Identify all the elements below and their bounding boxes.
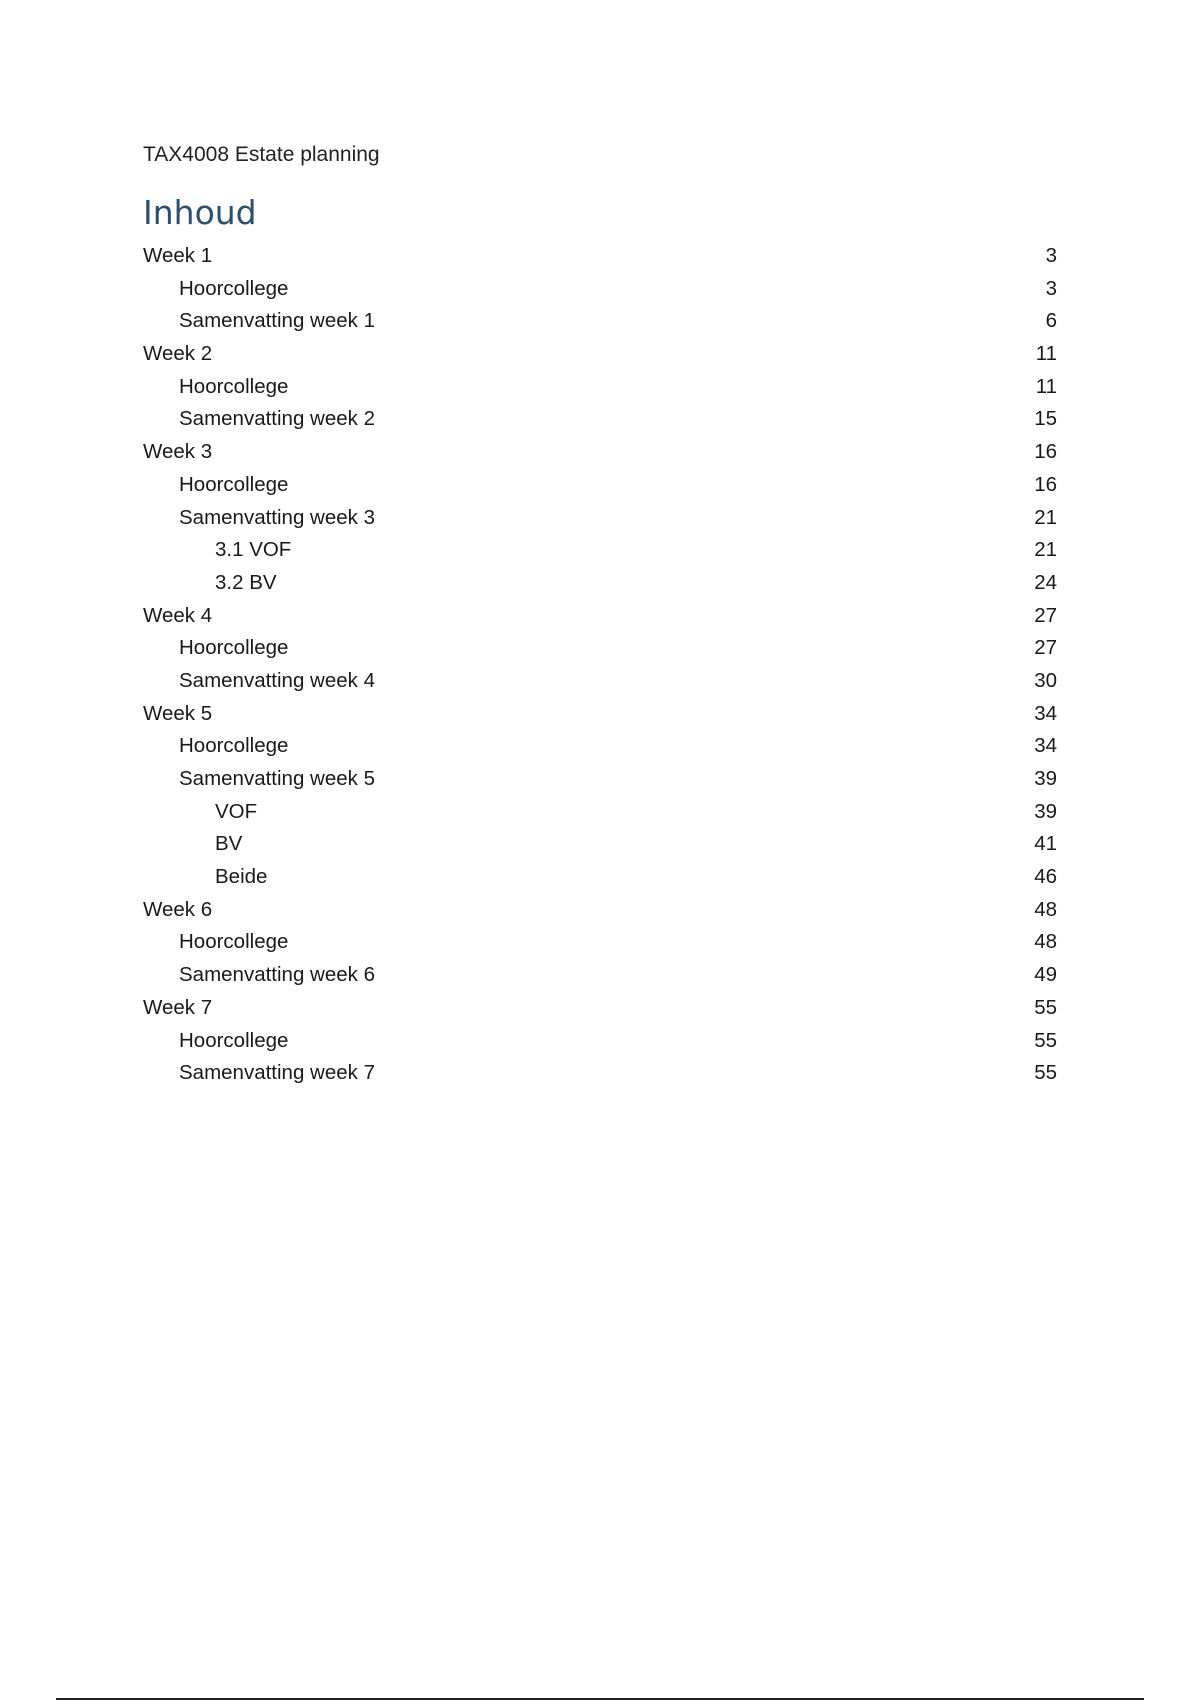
toc-dot-leader bbox=[212, 457, 1032, 458]
toc-entry[interactable] bbox=[143, 273, 1057, 306]
toc-dot-leader bbox=[277, 588, 1033, 589]
toc-entry[interactable] bbox=[143, 632, 1057, 665]
toc-dot-leader bbox=[375, 523, 1032, 524]
toc-entry[interactable] bbox=[143, 600, 1057, 633]
document-header: TAX4008 Estate planning bbox=[143, 143, 380, 166]
toc-entry-title[interactable]: Hoorcollege bbox=[179, 636, 289, 660]
toc-dot-leader bbox=[288, 1046, 1032, 1047]
toc-entry[interactable] bbox=[143, 1057, 1057, 1090]
table-of-contents bbox=[143, 240, 1057, 1090]
toc-entry-page-number[interactable]: 34 bbox=[1034, 734, 1057, 758]
toc-entry-title[interactable]: Hoorcollege bbox=[179, 276, 289, 300]
toc-dot-leader bbox=[212, 621, 1032, 622]
toc-entry-title[interactable]: Week 3 bbox=[143, 440, 213, 464]
toc-entry-page-number[interactable]: 48 bbox=[1034, 897, 1057, 921]
toc-entry-title[interactable]: Week 2 bbox=[143, 342, 213, 366]
toc-dot-leader bbox=[375, 686, 1032, 687]
toc-dot-leader bbox=[375, 326, 1044, 327]
toc-entry[interactable] bbox=[143, 730, 1057, 763]
toc-entry-page-number[interactable]: 11 bbox=[1035, 374, 1057, 398]
toc-entry[interactable] bbox=[143, 469, 1057, 502]
toc-entry-title[interactable]: BV bbox=[215, 832, 243, 856]
toc-heading: Inhoud bbox=[143, 193, 257, 232]
toc-entry[interactable] bbox=[143, 894, 1057, 927]
toc-entry-page-number[interactable]: 16 bbox=[1034, 472, 1057, 496]
toc-entry[interactable] bbox=[143, 305, 1057, 338]
toc-entry-title[interactable]: Samenvatting week 5 bbox=[179, 767, 376, 790]
toc-entry-page-number[interactable]: 27 bbox=[1034, 636, 1057, 660]
toc-entry-title[interactable]: Beide bbox=[215, 865, 268, 889]
toc-entry-page-number[interactable]: 11 bbox=[1035, 342, 1057, 366]
toc-entry-title[interactable]: Week 1 bbox=[143, 244, 213, 267]
toc-dot-leader bbox=[267, 882, 1032, 883]
toc-dot-leader bbox=[288, 392, 1033, 393]
toc-entry-title[interactable]: Hoorcollege bbox=[179, 472, 289, 496]
toc-entry-page-number[interactable]: 6 bbox=[1045, 309, 1057, 333]
toc-entry-title[interactable]: Samenvatting week 1 bbox=[179, 309, 376, 333]
toc-entry[interactable] bbox=[143, 436, 1057, 469]
toc-entry[interactable] bbox=[143, 403, 1057, 436]
toc-entry-page-number[interactable]: 55 bbox=[1034, 995, 1057, 1019]
toc-entry-title[interactable]: Week 7 bbox=[143, 995, 213, 1019]
toc-entry-page-number[interactable]: 3 bbox=[1045, 244, 1057, 267]
toc-entry[interactable] bbox=[143, 665, 1057, 698]
toc-dot-leader bbox=[242, 849, 1032, 850]
toc-dot-leader bbox=[288, 947, 1032, 948]
toc-entry-page-number[interactable]: 39 bbox=[1034, 799, 1057, 823]
toc-entry-page-number[interactable]: 16 bbox=[1034, 440, 1057, 464]
toc-entry[interactable] bbox=[143, 371, 1057, 404]
toc-entry-title[interactable]: Samenvatting week 6 bbox=[179, 963, 376, 987]
toc-entry-page-number[interactable]: 30 bbox=[1034, 668, 1057, 692]
toc-entry-page-number[interactable]: 41 bbox=[1034, 832, 1057, 856]
toc-entry-page-number[interactable]: 55 bbox=[1034, 1061, 1057, 1085]
toc-dot-leader bbox=[212, 719, 1032, 720]
toc-dot-leader bbox=[212, 1013, 1032, 1014]
toc-entry-page-number[interactable]: 27 bbox=[1034, 603, 1057, 627]
toc-entry[interactable] bbox=[143, 567, 1057, 600]
toc-entry[interactable] bbox=[143, 796, 1057, 829]
toc-entry-title[interactable]: Week 4 bbox=[143, 603, 213, 627]
toc-entry[interactable] bbox=[143, 926, 1057, 959]
toc-entry-title[interactable]: Samenvatting week 7 bbox=[179, 1061, 376, 1085]
toc-entry-page-number[interactable]: 3 bbox=[1045, 276, 1057, 300]
toc-entry-title[interactable]: Hoorcollege bbox=[179, 930, 289, 954]
toc-entry[interactable] bbox=[143, 959, 1057, 992]
toc-entry-title[interactable]: Week 5 bbox=[143, 701, 213, 725]
toc-entry-page-number[interactable]: 48 bbox=[1034, 930, 1057, 954]
toc-dot-leader bbox=[288, 490, 1032, 491]
toc-entry-title[interactable]: Hoorcollege bbox=[179, 1028, 289, 1052]
toc-entry-page-number[interactable]: 24 bbox=[1034, 570, 1057, 594]
toc-entry-title[interactable]: Samenvatting week 3 bbox=[179, 505, 376, 529]
toc-entry-page-number[interactable]: 55 bbox=[1034, 1028, 1057, 1052]
toc-dot-leader bbox=[291, 555, 1032, 556]
toc-dot-leader bbox=[288, 653, 1032, 654]
toc-dot-leader bbox=[257, 817, 1032, 818]
toc-dot-leader bbox=[212, 261, 1043, 262]
toc-entry-page-number[interactable]: 39 bbox=[1034, 767, 1057, 790]
toc-dot-leader bbox=[375, 980, 1032, 981]
toc-entry-page-number[interactable]: 46 bbox=[1034, 865, 1057, 889]
toc-entry-page-number[interactable]: 34 bbox=[1034, 701, 1057, 725]
toc-entry[interactable] bbox=[143, 338, 1057, 371]
toc-entry[interactable] bbox=[143, 763, 1057, 796]
toc-entry-page-number[interactable]: 21 bbox=[1034, 538, 1057, 562]
toc-entry-page-number[interactable]: 49 bbox=[1034, 963, 1057, 987]
toc-entry-title[interactable]: Hoorcollege bbox=[179, 374, 289, 398]
toc-dot-leader bbox=[288, 751, 1032, 752]
toc-entry-title[interactable]: 3.2 BV bbox=[215, 570, 277, 594]
toc-entry-title[interactable]: Samenvatting week 2 bbox=[179, 407, 376, 431]
toc-dot-leader bbox=[212, 359, 1034, 360]
toc-entry-page-number[interactable]: 21 bbox=[1034, 505, 1057, 529]
toc-entry[interactable] bbox=[143, 828, 1057, 861]
toc-entry-title[interactable]: VOF bbox=[215, 799, 258, 823]
toc-entry[interactable] bbox=[143, 502, 1057, 535]
toc-entry[interactable] bbox=[143, 698, 1057, 731]
toc-entry[interactable] bbox=[143, 1025, 1057, 1058]
toc-entry[interactable] bbox=[143, 534, 1057, 567]
toc-entry-title[interactable]: Week 6 bbox=[143, 897, 213, 921]
toc-entry-title[interactable]: 3.1 VOF bbox=[215, 538, 292, 562]
toc-entry[interactable] bbox=[143, 992, 1057, 1025]
toc-entry[interactable] bbox=[143, 240, 1057, 273]
toc-dot-leader bbox=[212, 915, 1032, 916]
toc-entry-title[interactable]: Hoorcollege bbox=[179, 734, 289, 758]
toc-dot-leader bbox=[375, 424, 1032, 425]
toc-entry-title[interactable]: Samenvatting week 4 bbox=[179, 668, 376, 692]
toc-dot-leader bbox=[288, 294, 1043, 295]
toc-entry[interactable] bbox=[143, 861, 1057, 894]
toc-entry-page-number[interactable]: 15 bbox=[1034, 407, 1057, 431]
toc-dot-leader bbox=[375, 1078, 1032, 1079]
toc-dot-leader bbox=[375, 784, 1032, 785]
